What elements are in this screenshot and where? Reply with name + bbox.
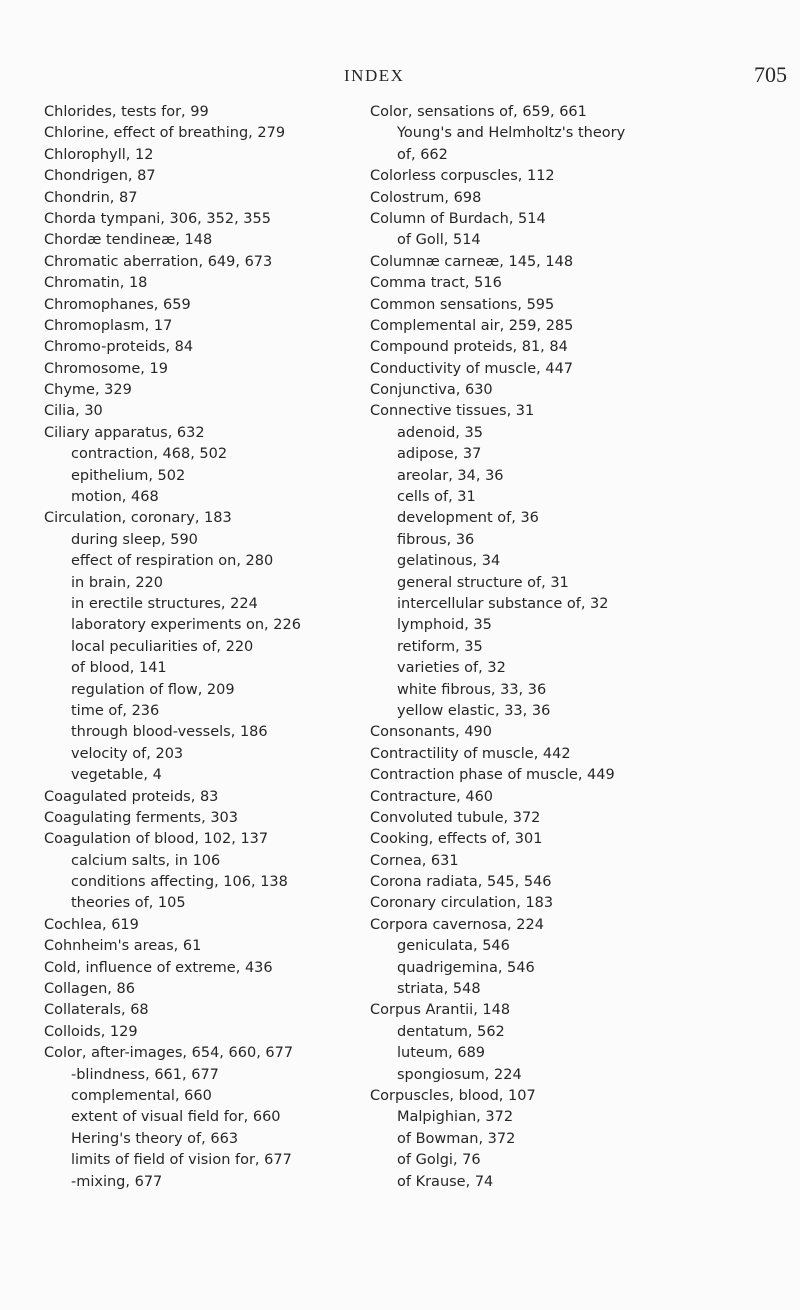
- index-entry: Contracture, 460: [370, 788, 494, 805]
- index-entry: Cohnheim's areas, 61: [44, 938, 202, 955]
- index-subentry: contraction, 468, 502: [71, 446, 228, 463]
- index-subentry: regulation of flow, 209: [71, 681, 235, 698]
- index-entry: Chondrigen, 87: [44, 168, 156, 185]
- index-subentry: general structure of, 31: [397, 574, 569, 591]
- index-subentry: of, 662: [397, 146, 448, 163]
- index-subentry: in brain, 220: [71, 574, 163, 591]
- index-entry: Chromo-proteids, 84: [44, 339, 194, 356]
- index-subentry: conditions affecting, 106, 138: [71, 874, 288, 891]
- index-subentry: spongiosum, 224: [397, 1066, 522, 1083]
- index-column-left: [44, 102, 364, 1193]
- index-subentry: varieties of, 32: [397, 660, 506, 677]
- page-number: 705: [754, 62, 787, 87]
- index-entry: Chromatin, 18: [44, 275, 148, 292]
- index-entry: Compound proteids, 81, 84: [370, 339, 568, 356]
- index-subentry: quadrigemina, 546: [397, 959, 535, 976]
- index-subentry: extent of visual field for, 660: [71, 1109, 281, 1126]
- index-subentry: luteum, 689: [397, 1045, 486, 1062]
- index-entry: Cooking, effects of, 301: [370, 831, 543, 848]
- index-entry: Chromoplasm, 17: [44, 317, 173, 334]
- index-subentry: -mixing, 677: [71, 1173, 163, 1190]
- index-subentry: time of, 236: [71, 702, 160, 719]
- index-entry: Conductivity of muscle, 447: [370, 360, 574, 377]
- index-subentry: retiform, 35: [397, 638, 483, 655]
- index-subentry: Malpighian, 372: [397, 1109, 514, 1126]
- index-entry: Columnæ carneæ, 145, 148: [370, 253, 574, 270]
- index-column-right: [370, 102, 795, 1193]
- index-subentry: of Golgi, 76: [397, 1152, 481, 1169]
- index-subentry: epithelium, 502: [71, 467, 186, 484]
- index-entry: Corpus Arantii, 148: [370, 1002, 511, 1019]
- index-subentry: laboratory experiments on, 226: [71, 617, 301, 634]
- index-entry: Color, after-images, 654, 660, 677: [44, 1045, 294, 1062]
- index-subentry: intercellular substance of, 32: [397, 595, 609, 612]
- index-entry: Corpora cavernosa, 224: [370, 916, 544, 933]
- index-subentry: Hering's theory of, 663: [71, 1130, 239, 1147]
- index-entry: Chordæ tendineæ, 148: [44, 232, 213, 249]
- index-subentry: motion, 468: [71, 489, 159, 506]
- index-entry: Corpuscles, blood, 107: [370, 1087, 536, 1104]
- index-subentry: velocity of, 203: [71, 745, 184, 762]
- index-entry: Column of Burdach, 514: [370, 210, 546, 227]
- index-entry: Chromosome, 19: [44, 360, 168, 377]
- index-subentry: -blindness, 661, 677: [71, 1066, 219, 1083]
- index-entry: Chondrin, 87: [44, 189, 138, 206]
- index-entry: Coagulating ferments, 303: [44, 809, 239, 826]
- index-entry: Circulation, coronary, 183: [44, 510, 232, 527]
- index-subentry: striata, 548: [397, 981, 481, 998]
- index-subentry: effect of respiration on, 280: [71, 553, 274, 570]
- index-entry: Ciliary apparatus, 632: [44, 424, 205, 441]
- index-subentry: lymphoid, 35: [397, 617, 492, 634]
- index-subentry: through blood-vessels, 186: [71, 724, 268, 741]
- index-subentry: in erectile structures, 224: [71, 595, 258, 612]
- index-subentry: theories of, 105: [71, 895, 186, 912]
- index-entry: Common sensations, 595: [370, 296, 555, 313]
- index-subentry: geniculata, 546: [397, 938, 510, 955]
- index-subentry: yellow elastic, 33, 36: [397, 702, 551, 719]
- index-entry: Colostrum, 698: [370, 189, 482, 206]
- index-subentry: local peculiarities of, 220: [71, 638, 254, 655]
- index-entry: Cilia, 30: [44, 403, 103, 420]
- index-entry: Complemental air, 259, 285: [370, 317, 574, 334]
- index-entry: Contractility of muscle, 442: [370, 745, 571, 762]
- index-subentry: of Krause, 74: [397, 1173, 494, 1190]
- index-subentry: during sleep, 590: [71, 531, 198, 548]
- index-entry: Contraction phase of muscle, 449: [370, 767, 615, 784]
- index-entry: Convoluted tubule, 372: [370, 809, 541, 826]
- index-entry: Chromophanes, 659: [44, 296, 191, 313]
- index-subentry: areolar, 34, 36: [397, 467, 504, 484]
- index-entry: Consonants, 490: [370, 724, 493, 741]
- index-entry: Coronary circulation, 183: [370, 895, 554, 912]
- index-subentry: of Bowman, 372: [397, 1130, 516, 1147]
- index-subentry: adipose, 37: [397, 446, 482, 463]
- index-subentry: dentatum, 562: [397, 1023, 505, 1040]
- index-entry: Coagulation of blood, 102, 137: [44, 831, 269, 848]
- index-subentry: calcium salts, in 106: [71, 852, 221, 869]
- index-entry: Connective tissues, 31: [370, 403, 535, 420]
- index-subentry: complemental, 660: [71, 1087, 212, 1104]
- index-subentry: Young's and Helmholtz's theory: [397, 125, 626, 142]
- index-entry: Cochlea, 619: [44, 916, 139, 933]
- index-entry: Cold, influence of extreme, 436: [44, 959, 273, 976]
- index-entry: Collaterals, 68: [44, 1002, 149, 1019]
- index-entry: Chyme, 329: [44, 382, 132, 399]
- index-entry: Comma tract, 516: [370, 275, 502, 292]
- index-subentry: white fibrous, 33, 36: [397, 681, 547, 698]
- page-header: [0, 62, 800, 92]
- index-entry: Chorda tympani, 306, 352, 355: [44, 210, 271, 227]
- index-subentry: of Goll, 514: [397, 232, 481, 249]
- index-subentry: vegetable, 4: [71, 767, 162, 784]
- index-entry: Cornea, 631: [370, 852, 459, 869]
- index-entry: Corona radiata, 545, 546: [370, 874, 552, 891]
- index-entry: Chromatic aberration, 649, 673: [44, 253, 273, 270]
- index-subentry: gelatinous, 34: [397, 553, 501, 570]
- index-subentry: adenoid, 35: [397, 424, 483, 441]
- index-entry: Conjunctiva, 630: [370, 382, 493, 399]
- index-entry: Chlorophyll, 12: [44, 146, 154, 163]
- index-subentry: fibrous, 36: [397, 531, 475, 548]
- index-entry: Color, sensations of, 659, 661: [370, 104, 587, 120]
- index-entry: Coagulated proteids, 83: [44, 788, 219, 805]
- index-subentry: development of, 36: [397, 510, 539, 527]
- index-subentry: limits of field of vision for, 677: [71, 1152, 292, 1169]
- index-entry: Colloids, 129: [44, 1023, 138, 1040]
- index-subentry: of blood, 141: [71, 660, 167, 677]
- index-entry: Colorless corpuscles, 112: [370, 168, 555, 185]
- running-head-title: INDEX: [344, 66, 405, 85]
- index-subentry: cells of, 31: [397, 489, 476, 506]
- index-entry: Collagen, 86: [44, 981, 135, 998]
- index-entry: Chlorides, tests for, 99: [44, 104, 209, 120]
- index-entry: Chlorine, effect of breathing, 279: [44, 125, 286, 142]
